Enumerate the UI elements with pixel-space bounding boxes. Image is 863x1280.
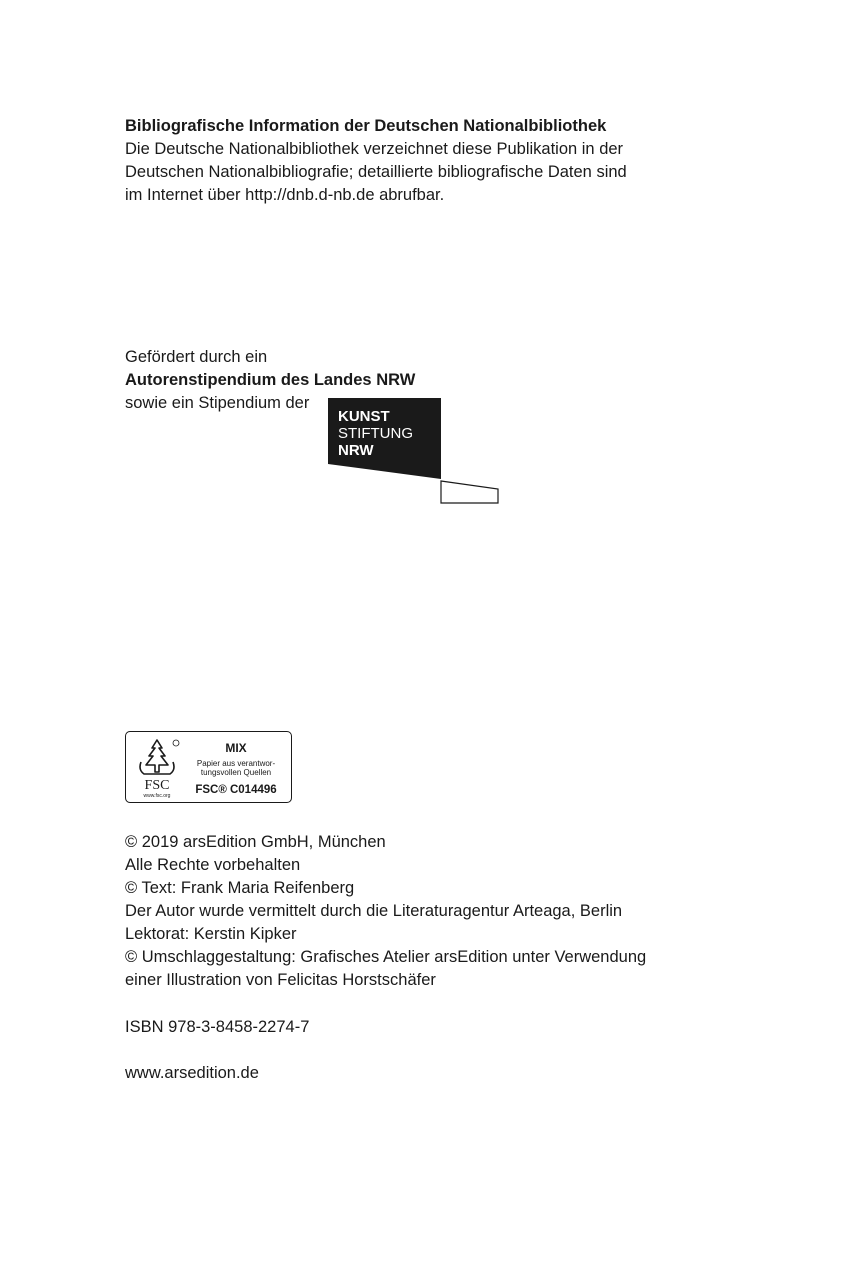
funding-line: Gefördert durch ein — [125, 348, 268, 366]
isbn: ISBN 978-3-8458-2274-7 — [125, 1018, 310, 1036]
fsc-paper-line: tungsvollen Quellen — [200, 768, 272, 777]
fsc-label — [125, 731, 292, 803]
fsc-tree-logo — [132, 736, 182, 800]
copyright-line: © Text: Frank Maria Reifenberg — [125, 879, 355, 897]
fsc-mix-label: MIX — [225, 741, 247, 755]
fsc-paper-line: Papier aus verantwor- — [196, 759, 276, 768]
copyright-line: einer Illustration von Felicitas Horstschäfer — [125, 971, 436, 989]
copyright-credits — [125, 831, 646, 992]
fsc-logo-text: FSC — [144, 778, 170, 793]
copyright-line: Alle Rechte vorbehalten — [125, 856, 301, 874]
website-link[interactable]: www.arsedition.de — [125, 1064, 259, 1082]
dnb-text-line: Deutschen Nationalbibliografie; detaillierte bibliografische Daten sind — [125, 163, 627, 181]
copyright-line: Lektorat: Kerstin Kipker — [125, 925, 297, 943]
fsc-license-code: FSC® C014496 — [195, 784, 277, 796]
dnb-text-line: im Internet über http://dnb.d-nb.de abrufbar. — [125, 186, 445, 204]
funding-line: sowie ein Stipendium der — [125, 394, 310, 412]
dnb-heading: Bibliografische Information der Deutschen Nationalbibliothek — [125, 117, 607, 135]
fsc-logo-url: www.fsc.org — [143, 793, 171, 799]
copyright-line: © 2019 arsEdition GmbH, München — [125, 833, 386, 851]
logo-text-kunst: KUNST — [338, 408, 390, 425]
logo-text-stiftung: STIFTUNG — [338, 425, 413, 442]
fsc-paper-description — [186, 759, 286, 777]
copyright-line: Der Autor wurde vermittelt durch die Literaturagentur Arteaga, Berlin — [125, 902, 623, 920]
logo-text-nrw: NRW — [338, 442, 374, 459]
funding-scholarship: Autorenstipendium des Landes NRW — [125, 371, 416, 389]
copyright-line: © Umschlaggestaltung: Grafisches Atelier arsEdition unter Verwendung — [125, 948, 647, 966]
kunststiftung-nrw-logo — [328, 398, 502, 506]
dnb-text-line: Die Deutsche Nationalbibliothek verzeichnet diese Publikation in der — [125, 140, 624, 158]
dnb-bibliographic-info — [125, 115, 627, 207]
